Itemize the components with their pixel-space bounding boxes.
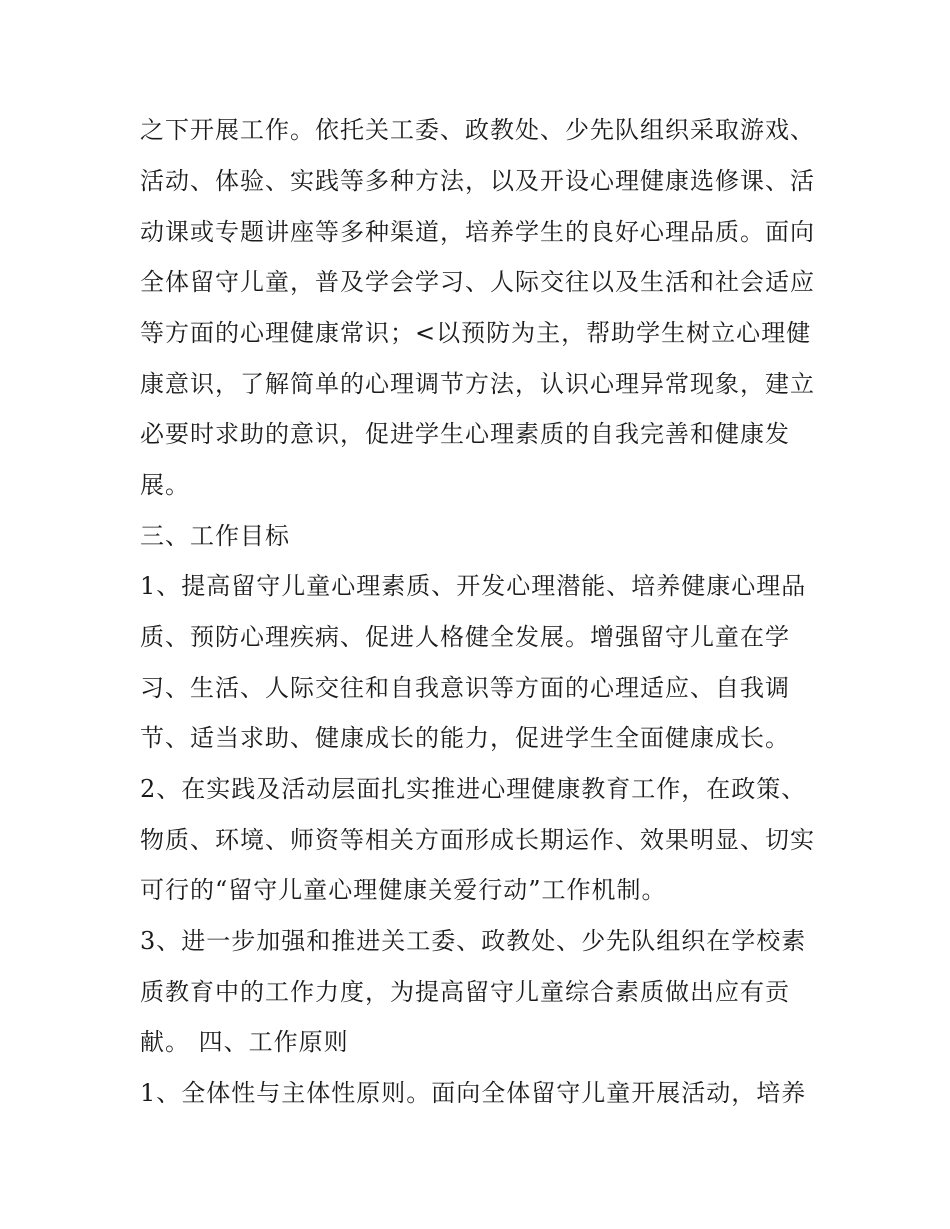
text-line: 献。 四、工作原则 [140, 1028, 349, 1056]
text-line: 2、在实践及活动层面扎实推进心理健康教育工作，在政策、 [140, 775, 807, 803]
text-line: 展。 [140, 471, 190, 499]
text-line: 习、生活、人际交往和自我意识等方面的心理适应、自我调 [140, 674, 790, 702]
text-line: 1、全体性与主体性原则。面向全体留守儿童开展活动，培养 [140, 1079, 807, 1107]
section-heading: 三、工作目标 [140, 522, 290, 550]
text-line: 等方面的心理健康常识；<以预防为主，帮助学生树立心理健 [140, 319, 812, 347]
text-line: 活动、体验、实践等多种方法，以及开设心理健康选修课、活 [140, 167, 815, 195]
text-line: 物质、环境、师资等相关方面形成长期运作、效果明显、切实 [140, 826, 815, 854]
text-line: 可行的“留守儿童心理健康关爱行动”工作机制。 [140, 876, 667, 904]
text-line: 之下开展工作。依托关工委、政教处、少先队组织采取游戏、 [140, 116, 815, 144]
text-line: 质、预防心理疾病、促进人格健全发展。增强留守儿童在学 [140, 623, 790, 651]
text-line: 1、提高留守儿童心理素质、开发心理潜能、培养健康心理品 [140, 572, 807, 600]
text-line: 全体留守儿童，普及学会学习、人际交往以及生活和社会适应 [140, 268, 815, 296]
text-line: 必要时求助的意识，促进学生心理素质的自我完善和健康发 [140, 420, 790, 448]
text-line: 3、进一步加强和推进关工委、政教处、少先队组织在学校素 [140, 927, 807, 955]
text-line: 节、适当求助、健康成长的能力，促进学生全面健康成长。 [140, 724, 790, 752]
text-line: 康意识，了解简单的心理调节方法，认识心理异常现象，建立 [140, 370, 815, 398]
text-line: 动课或专题讲座等多种渠道，培养学生的良好心理品质。面向 [140, 218, 815, 246]
text-line: 质教育中的工作力度，为提高留守儿童综合素质做出应有贡 [140, 978, 790, 1006]
